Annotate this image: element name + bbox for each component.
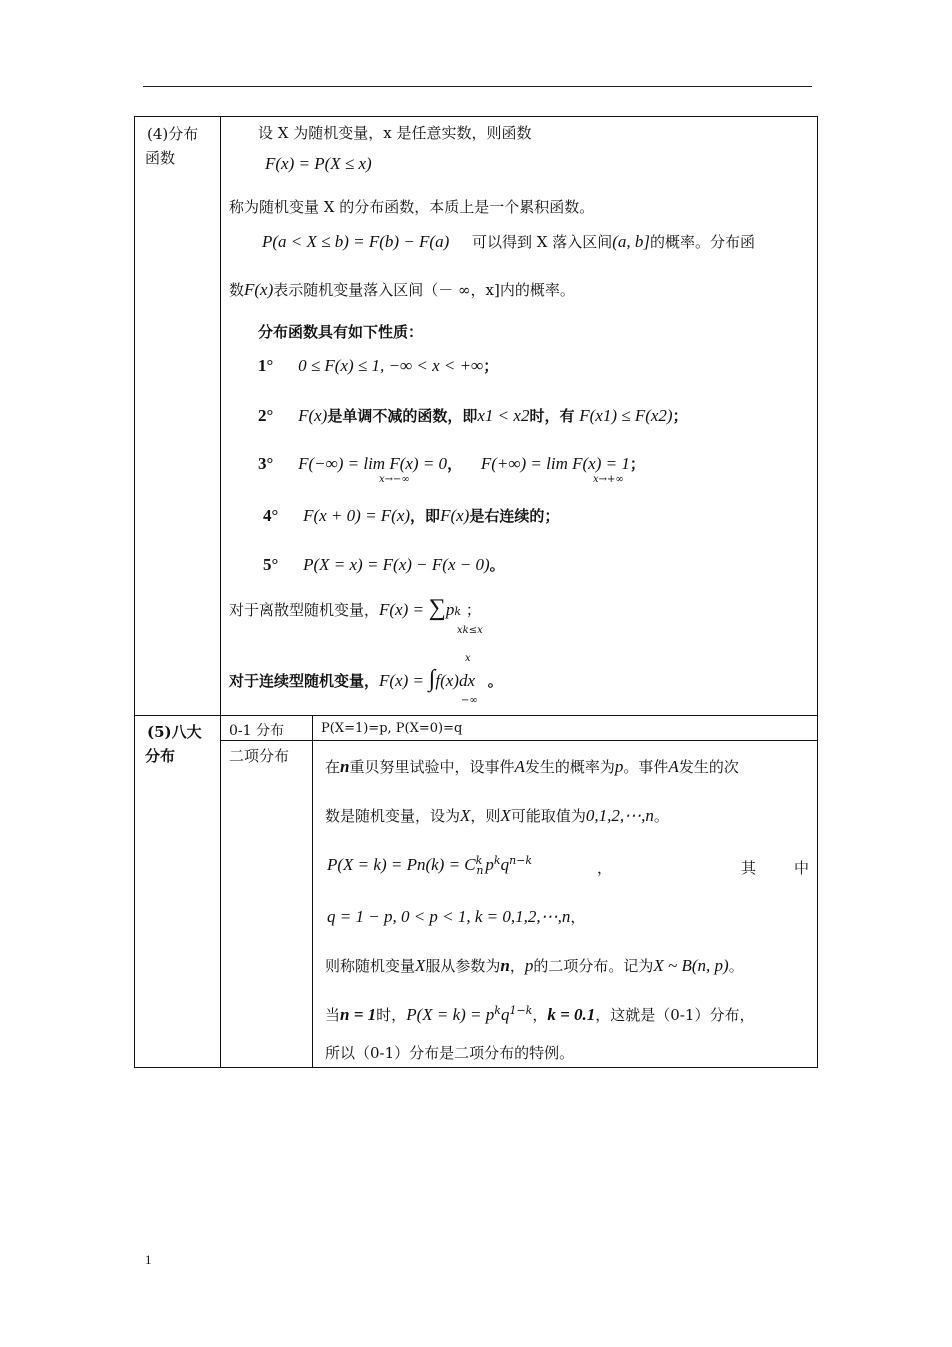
property-3: 3° F(−∞) = lim F(x) = 0， F(+∞) = lim F(x) = 1；: [258, 454, 645, 473]
property-2: 2° F(x)是单调不减的函数，即x1 < x2时，有 F(x1) ≤ F(x2)；: [258, 406, 688, 425]
column-divider: [220, 716, 221, 1067]
properties-heading: 分布函数具有如下性质：: [258, 323, 424, 341]
header-rule: [143, 86, 812, 87]
binomial-line-1: 在n重贝努里试验中，设事件A发生的概率为p。事件A发生的次: [325, 757, 739, 776]
distribution-function-section: [134, 116, 818, 716]
discrete-line: 对于离散型随机变量，F(x) = ∑pk ；: [229, 595, 481, 621]
sum-subscript: xk≤x: [457, 625, 483, 636]
bernoulli-content: P(X=1)=p, P(X=0)=q: [321, 721, 463, 736]
interval-line-2: 数F(x)表示随机变量落入区间（－ ∞，x]内的概率。: [229, 280, 575, 299]
interval-line: P(a < X ≤ b) = F(b) − F(a) 可以得到 X 落入区间(a, b]的概率。分布函: [262, 232, 756, 251]
section5-label-2: 分布: [145, 747, 176, 765]
binomial-line-7: 所以（0-1）分布是二项分布的特例。: [325, 1044, 575, 1062]
integral-upper: x: [465, 653, 471, 664]
pmf-comma: ，: [597, 859, 613, 877]
binomial-line-6: 当n = 1时，$P(X = k) = p^kq^{1-k}$，k = 0.1，这就是（0-1）分布，: [325, 1004, 755, 1024]
binomial-line-2: 数是随机变量，设为X，则X可能取值为0,1,2,⋯,n。: [325, 806, 669, 825]
binomial-pmf: $P(X = k) = Pn(k) = C^k_n$ $p^kq^{n-k}$: [327, 854, 533, 877]
intro-line: 设 X 为随机变量，x 是任意实数，则函数: [258, 124, 532, 142]
integral-lower: −∞: [461, 695, 478, 706]
lim-sub-right: x→+∞: [593, 474, 624, 485]
property-1: 1° 0 ≤ F(x) ≤ 1, −∞ < x < +∞；: [258, 356, 499, 375]
lim-sub-left: x→−∞: [379, 474, 410, 485]
property-4: 4° F(x + 0) = F(x)，即F(x)是右连续的；: [263, 506, 560, 525]
binomial-conditions: q = 1 − p, 0 < p < 1, k = 0,1,2,⋯,n，: [327, 907, 586, 926]
bernoulli-name: 0-1 分布: [229, 723, 284, 739]
pmf-zhong: 中: [794, 859, 810, 877]
eight-distributions-section: [134, 716, 818, 1068]
section4-label-1: (4)分布: [147, 125, 199, 143]
definition-formula: F(x) = P(X ≤ x): [265, 154, 372, 173]
row-divider: [220, 740, 817, 741]
definition-text: 称为随机变量 X 的分布函数，本质上是一个累积函数。: [229, 198, 595, 216]
section4-label-2: 函数: [145, 149, 176, 167]
pmf-qi: 其: [741, 859, 757, 877]
column-divider: [220, 117, 221, 715]
page-number: 1: [145, 1252, 152, 1267]
continuous-line: 对于连续型随机变量，F(x) = ∫f(x)dx 。: [229, 666, 503, 692]
column-divider: [312, 716, 313, 1067]
section5-label-1: (5)八大: [147, 723, 202, 741]
binomial-name: 二项分布: [229, 747, 290, 765]
interval-formula: P(a < X ≤ b) = F(b) − F(a): [262, 232, 450, 251]
binomial-line-5: 则称随机变量X服从参数为n，p的二项分布。记为X ~ B(n, p)。: [325, 956, 744, 975]
property-5: 5° P(X = x) = F(x) − F(x − 0)。: [263, 555, 505, 574]
